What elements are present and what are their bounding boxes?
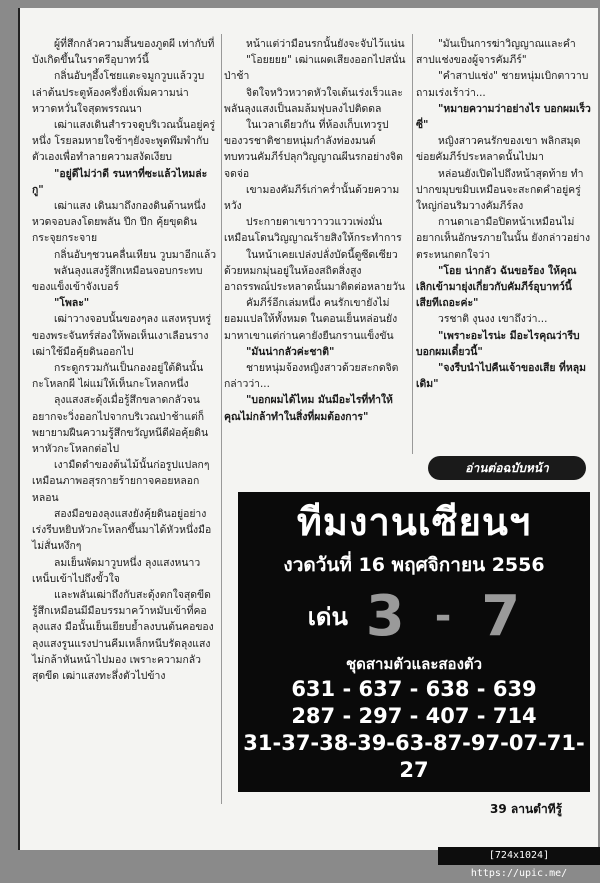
paragraph: และพลันเฒ่าถึงกับสะดุ้งตกใจสุดขีดรู้สึกเหมือนมีมือบรรมาคว้าหมับเข้าที่คอลุงแสง มือนั้นเย็นเยียบย้ำลงบนต้นคอของลุงแสงรูนแรงปานคีมเหล็กหนีบรัดลุงแสงไม่กล้าหันหน้าไปมอง เพราะความกลัวสุดขีด เฒ่าแสงทะลึ่งตัวไปข้าง [32,588,214,682]
text-column-2 [224,36,406,425]
text-column-1 [32,36,217,684]
paragraph: หญิงสาวคนรักของเขา พลิกสมุดข่อยคัมภีร์ประหลาดนั้นไปมา [416,135,581,164]
paragraph: "มันเป็นการฆ่าวิญญาณและคำสาปแช่งของผู้จารคัมภีร์" [416,38,576,67]
ad-lead-numbers [238,582,590,650]
paragraph: จิตใจหวิวหวาดหัวใจเต้นเร่งเร็วและพลันลุงแสงเป็นลมล้มฟุบลงไปติดดล [224,86,403,115]
paragraph: หล่อนยังเปิดไปถึงหน้าสุดท้าย ทำปากขมุบขมิบเหมือนจะสะกดคำอยู่ครู่ใหญ่ก่อนริมวางคัมภีร์ลง [416,167,584,213]
paragraph: กานดาเอามือปิดหน้าเหมือนไม่อยากเห็นอักษรภายในนั้น ยังกล่าวอย่างตระหนกตกใจว่า [416,216,591,261]
lottery-ad-box [238,492,590,792]
ad-lead-separator: - [434,593,452,639]
page-number: 39 [490,802,507,816]
paragraph: "โอยยยย" เฒ่าแผดเสียงออกไปสนั่นป่าช้า [224,54,406,83]
paragraph: "บอกผมได้ไหม มันมีอะไรที่ทำให้คุณไม่กล้าทำในสิ่งที่ผมต้องการ" [224,394,393,423]
paragraph: กลิ่นอับๆชวนคลื่นเหียน วูบมาอีกแล้ว [54,248,217,261]
paragraph: ลมเย็นพัดมาวูบหนึ่ง ลุงแสงหนาวเหน็บเข้าไปถึงขั้วใจ [32,556,201,585]
paragraph: กระดูกรวมกันเป็นกองอยู่ใต้ดินนั้นกะโหลกผี ไผ่แม่ให้เห็นกะโหลกหนึ่ง [32,362,204,391]
magazine-page [18,8,598,850]
paragraph: "คำสาปแช่ง" ชายหนุ่มเบิกตาวาบถามเร่งเร้าว่า... [416,70,589,99]
column-divider [221,34,222,804]
paragraph: กลิ่นอับๆอึ้งโชยแตะจมูกวูบแล้ววูบเล่าต้นประตูห้องครึ่งยิ่งเพิ่มความน่าหวาดหวั่นใจสุดพรรณนา [32,70,205,115]
ad-date-line: งวดวันที่ 16 พฤศจิกายน 2556 [283,554,545,576]
ad-lead-digit-2: 7 [481,583,521,649]
paragraph: เฒ่าแสง เดินมาถึงกองดินด้านหนึ่งหวดจอบลงโดยพลัน ปึก ปึก คุ้ยขุดดินกระจุยกระจาย [32,200,206,245]
paragraph: เฒ่าวางจอบนั้นของๆลง แสงหรุบหรู่ของพระจันทร์ส่องให้พอเห็นเงาเลือนรางเฒ่าใช้มือคุ้ยดินออกไป [32,313,211,358]
paragraph: เงามืดดำของต้นไม้นั้นก่อรูปแปลกๆเหมือนภาพอสุรกายร้ายกาจคอยหลอกหลอน [32,459,210,504]
paragraph: หน้าแต่ว่ามือนรกนั้นยังจะจับไว้แน่น [246,38,405,50]
ad-numbers-line-2: 287 - 297 - 407 - 714 [291,704,537,728]
ad-numbers-line-3: 31-37-38-39-63-87-97-07-71-27 [243,731,585,782]
column-divider [412,34,413,454]
paragraph: ผู้ที่สึกกลัวความสิ้นของภูตผี เท่ากับที่บังเกิดขึ้นในราตรีอุบาทว์นี้ [32,38,215,67]
ad-sub-title: ชุดสามตัวและสองตัว [345,655,483,673]
ad-numbers-line-1: 631 - 637 - 638 - 639 [291,677,537,701]
paragraph: "เพราะอะไรน่ะ มีอะไรคุณว่ารีบบอกผมเดี๋ยวนี้" [416,329,580,358]
paragraph: ชายหนุ่มจ้องหญิงสาวด้วยสะกดจิตกล่าวว่า... [224,362,399,391]
page-footer [490,800,562,819]
continued-next-issue-label: อ่านต่อฉบับหน้า [428,456,586,480]
paragraph: "โพละ" [54,297,90,310]
paragraph: "หมายความว่าอย่างไร บอกผมเร็วซี่" [416,102,591,132]
ad-lead-label: เด่น [307,602,348,631]
paragraph: พลันลุงแสงรู้สึกเหมือนจอบกระทบของแข็งเข้าจังเบอร์ [32,264,203,294]
watermark-tag: [724x1024] https://upic.me/ [438,847,600,865]
paragraph: เขามองคัมภีร์เก่าคร่ำนั้นด้วยความหวัง [224,183,400,213]
text-column-3 [416,36,592,392]
paragraph: เฒ่าแสงเดินสำรวจดูบริเวณนั้นอยู่ครู่หนึ่ง โรยลมหายใจช้าๆยังจะพูดพึมพำกับตัวเองเพื่อทำลายความสงัดเงียบ [32,119,215,164]
paragraph: "อยู่ดีไม่ว่าดี รนหาที่ซะแล้วไหมล่ะกู" [32,167,208,196]
paragraph: ในเวลาเดียวกัน ที่ห้องเก็บเทวรูปของวรชาติชายหนุ่มกำลังท่องมนต์ทบทวนคัมภีร์ปลุกวิญญาณผีนรกอย่างจิตจดจ่อ [224,119,403,180]
paragraph: คัมภีร์อีกเล่มหนึ่ง คนรักเขายังไม่ยอมแปลให้ทั้งหมด ในตอนเย็นหล่อนยังมาหาเขาแต่ก่านคายังยืนกรานแข็งขัน [224,297,398,342]
paragraph: "โอย น่ากลัว ฉันขอร้อง ให้คุณเลิกเข้ามายุ่งเกี่ยวกับคัมภีร์อุบาทว์นี้เสียทีเถอะค่ะ" [416,264,577,310]
paragraph: สองมือของลุงแสงยังคุ้ยดินอยู่อย่างเร่งรีบหยิบหัวกะโหลกขึ้นมาได้หัวหนึ่งมือไม่สั่นหงึกๆ [32,507,212,553]
paragraph: "จงรีบนำไปคืนเจ้าของเสีย ที่หลุมเดิม" [416,362,586,391]
ad-lead-digit-1: 3 [365,583,405,649]
ad-title: ทีมงานเซียนฯ [296,500,532,544]
magazine-name: ลานตำทีรู้ [510,802,563,816]
paragraph: ในหน้าเคยเปล่งปลั่งบัดนี้ดูซีดเซียวด้วยหมกมุ่นอยู่ในห้องสถิตสิ่งสูงอาถรรพณ์ประหลาดนั้นมาติดต่อหลายวัน [224,248,406,294]
paragraph: "มันน่ากลัวค่ะชาติ" [246,345,335,358]
paragraph: วรชาติ งุนงง เขาถึงว่า... [438,313,548,326]
paragraph: ประกายตาเขาวาววแววเพ่งมั่นเหมือนโดนวิญญาณร้ายสิงให้กระทำการ [224,216,402,245]
paragraph: ลุงแสงสะดุ้งเมื่อรู้สึกขลาดกลัวจนอยากจะวิ่งออกไปจากบริเวณป่าช้าแต่ก็พยายามฝืนความรู้สึกขวัญหนีดีฝ่อคุ้ยดินหาหัวกะโหลกต่อไป [32,394,209,456]
